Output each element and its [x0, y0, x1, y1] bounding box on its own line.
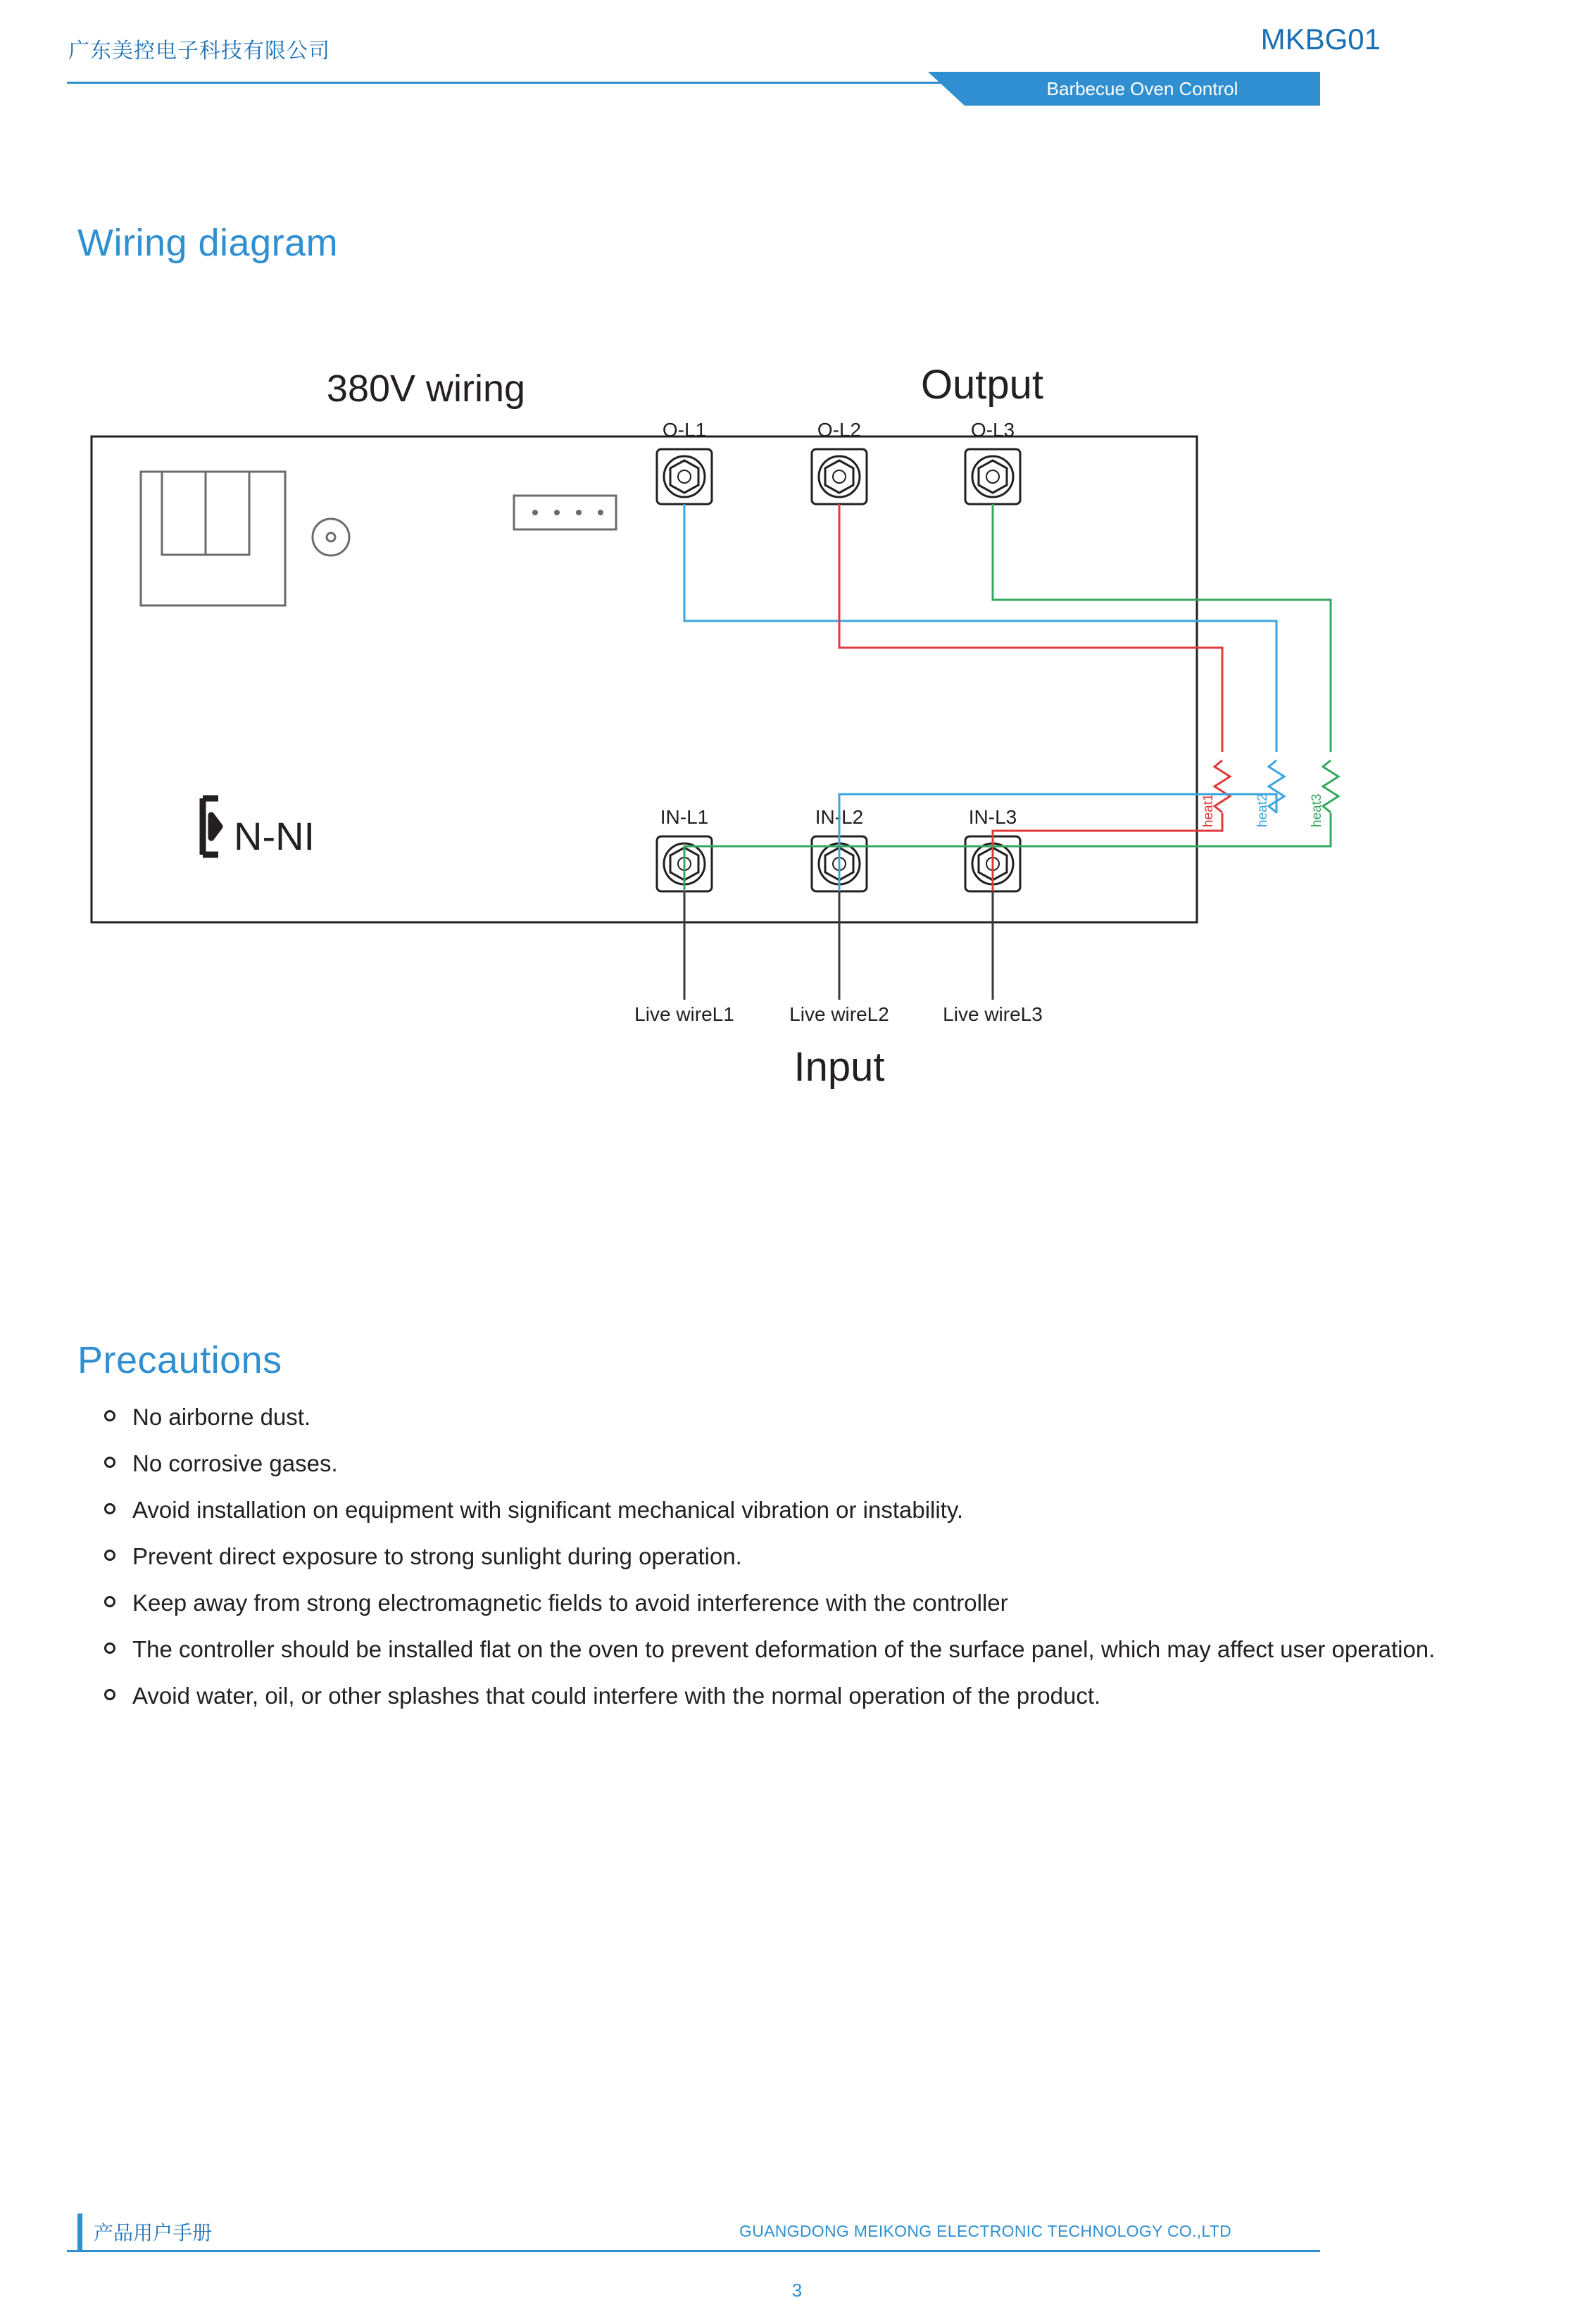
label-o-l1: O-L1	[662, 419, 707, 441]
terminal-o-l1	[657, 449, 712, 504]
bullet-icon	[104, 1503, 115, 1514]
footer-accent-bar	[77, 2213, 82, 2250]
label-live-wire-l1: Live wireL1	[634, 1003, 734, 1025]
bullet-icon	[104, 1457, 115, 1468]
breaker-slot-2	[206, 472, 249, 555]
connector-pin-2	[554, 510, 560, 515]
terminal-o-l3	[965, 449, 1020, 504]
page-number: 3	[791, 2280, 803, 2301]
bullet-icon	[104, 1642, 115, 1654]
precaution-item	[99, 1680, 1535, 1712]
label-n-ni: N-NI	[234, 814, 315, 858]
wiring-diagram	[70, 338, 1408, 1197]
label-o-l2: O-L2	[817, 419, 862, 441]
bullet-icon	[104, 1596, 115, 1607]
breaker-slot-1	[162, 472, 206, 555]
label-output: Output	[920, 362, 1044, 408]
label-in-l3: IN-L3	[968, 806, 1017, 828]
terminal-o-l2	[812, 449, 867, 504]
company-name-cn: 广东美控电子科技有限公司	[68, 39, 330, 63]
precaution-item	[99, 1587, 1535, 1619]
label-o-l3: O-L3	[970, 419, 1015, 441]
label-heat3: heat3	[1310, 793, 1324, 827]
precaution-text: Prevent direct exposure to strong sunlight during operation.	[132, 1543, 742, 1569]
page-header	[0, 0, 1594, 120]
precaution-item	[99, 1540, 1535, 1573]
header-tab-label: Barbecue Oven Control	[1046, 78, 1238, 99]
precaution-item	[99, 1401, 1535, 1433]
label-live-wire-l3: Live wireL3	[943, 1003, 1043, 1025]
precaution-item	[99, 1633, 1535, 1666]
label-live-wire-l2: Live wireL2	[789, 1003, 889, 1025]
precaution-item	[99, 1494, 1535, 1526]
bullet-icon	[104, 1550, 115, 1561]
connector-pin-1	[532, 510, 538, 515]
precaution-text: Avoid installation on equipment with significant mechanical vibration or instability.	[132, 1497, 964, 1523]
footer-company-en: GUANGDONG MEIKONG ELECTRONIC TECHNOLOGY CO.,LTD	[739, 2222, 1232, 2240]
bullet-icon	[104, 1689, 115, 1700]
wiring-diagram-title: Wiring diagram	[77, 222, 339, 265]
label-input: Input	[793, 1044, 885, 1090]
precaution-item	[99, 1447, 1535, 1480]
precaution-text: No corrosive gases.	[132, 1450, 338, 1476]
connector-pin-3	[576, 510, 582, 515]
header-tab-notch	[928, 72, 965, 106]
label-heat1: heat1	[1201, 793, 1216, 827]
precaution-text: Keep away from strong electromagnetic fields to avoid interference with the controller	[132, 1590, 1008, 1616]
precautions-title: Precautions	[77, 1339, 282, 1382]
precaution-text: Avoid water, oil, or other splashes that could interfere with the normal operation of the product.	[132, 1683, 1101, 1709]
precaution-text: No airborne dust.	[132, 1404, 311, 1430]
precaution-text: The controller should be installed flat on the oven to prevent deformation of the surface panel, which may affect user operation.	[132, 1636, 1436, 1662]
connector-pin-4	[598, 510, 603, 515]
label-heat2: heat2	[1255, 793, 1270, 827]
label-in-l2: IN-L2	[815, 806, 864, 828]
label-in-l1: IN-L1	[660, 806, 709, 828]
footer-manual-label: 产品用户手册	[94, 2222, 213, 2244]
product-model: MKBG01	[1260, 23, 1381, 56]
label-380v-wiring: 380V wiring	[326, 368, 526, 410]
indicator-dot	[327, 533, 335, 541]
footer-divider	[67, 2250, 1320, 2252]
page-footer	[0, 2204, 1594, 2324]
heater-heat3	[1310, 760, 1338, 827]
bullet-icon	[104, 1410, 115, 1421]
precautions-list	[99, 1401, 1535, 1726]
